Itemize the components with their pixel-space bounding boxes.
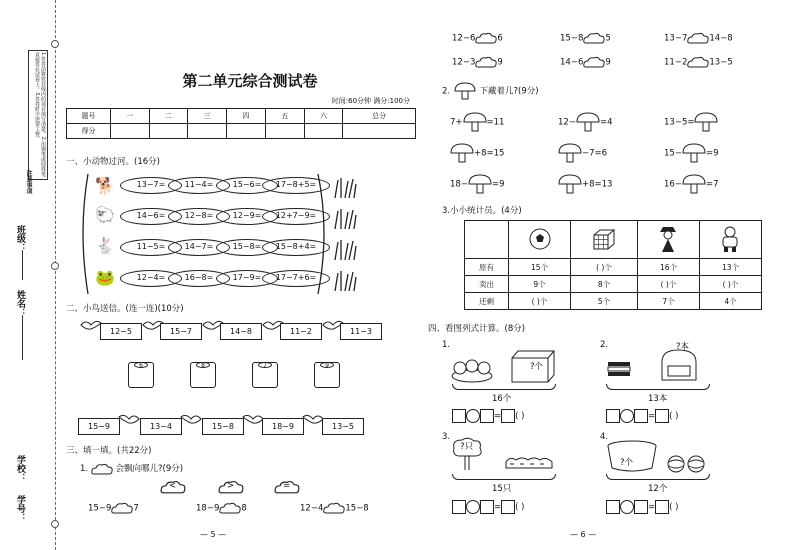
- answer-box[interactable]: [501, 409, 515, 423]
- table-cell: 15个: [509, 259, 571, 276]
- cloud-answer-icon[interactable]: [687, 32, 709, 44]
- envelope[interactable]: 11−3: [340, 323, 382, 340]
- binding-hole: [51, 520, 59, 528]
- sub1-prefix: 1.: [80, 464, 89, 474]
- mushroom-icon: [453, 82, 477, 100]
- table-cell: 16个: [637, 259, 699, 276]
- compare-item: 11−2 13−5: [664, 57, 733, 68]
- table-cell: 7个: [637, 293, 699, 310]
- section3-heading: 三、填一填。(共22分): [66, 446, 152, 456]
- answer-equation: = ( ): [606, 500, 678, 514]
- compare-item: 12−6 6: [452, 33, 503, 44]
- answer-box[interactable]: [606, 409, 620, 423]
- envelope[interactable]: 12−5: [100, 323, 142, 340]
- total-brace: [452, 474, 556, 480]
- grass-icon: [332, 176, 358, 198]
- cube-stack-icon: [591, 227, 617, 251]
- mushroom-icon[interactable]: [463, 112, 487, 132]
- score-cell[interactable]: [265, 124, 304, 139]
- cloud-with-symbol: [218, 480, 244, 494]
- page-number-left: — 5 —: [200, 530, 227, 539]
- envelope[interactable]: 11−2: [280, 323, 322, 340]
- problem-tag: ?个: [530, 362, 544, 372]
- mailbox[interactable]: [252, 362, 278, 388]
- compare-item: 15−9 7: [88, 503, 139, 514]
- row-label: 还剩: [465, 293, 509, 310]
- bird-icon: [302, 412, 324, 426]
- compare-item: 15−8 5: [560, 33, 611, 44]
- stone-equation[interactable]: 14−7=: [168, 239, 230, 256]
- score-cell[interactable]: [149, 124, 188, 139]
- mailbox-number: 6: [134, 362, 148, 368]
- answer-box[interactable]: [655, 500, 669, 514]
- class-field-line[interactable]: [22, 250, 23, 280]
- stone-equation[interactable]: 11−5=: [120, 239, 182, 256]
- answer-box[interactable]: [452, 409, 466, 423]
- grass-icon: [332, 238, 358, 260]
- compare-item: 14−6 9: [560, 57, 611, 68]
- binding-hole: [51, 262, 59, 270]
- sub1-heading: [80, 462, 183, 475]
- problem-total: 13本: [648, 394, 668, 404]
- answer-equation: = ( ): [452, 409, 524, 423]
- cloud-answer-icon[interactable]: [687, 56, 709, 68]
- mushroom-icon[interactable]: [468, 174, 492, 194]
- row-label: 原有: [465, 259, 509, 276]
- table-icon-cell: [509, 221, 571, 259]
- stone-equation[interactable]: 17−7+6=: [262, 270, 330, 287]
- mailbox[interactable]: [314, 362, 340, 388]
- operator-circle[interactable]: [620, 500, 634, 514]
- section1-heading: 一、小动物过河。(16分): [66, 157, 160, 167]
- mailbox-number: 8: [196, 362, 210, 368]
- stone-equation[interactable]: 17−8+5=: [262, 177, 330, 194]
- problem-tag: ?只: [460, 442, 474, 452]
- stats-table: [464, 220, 762, 310]
- name-field-line[interactable]: [22, 315, 23, 360]
- score-cell[interactable]: [304, 124, 343, 139]
- bird-icon: [180, 412, 202, 426]
- problem-total: 12个: [648, 484, 668, 494]
- operator-circle[interactable]: [466, 409, 480, 423]
- compare-item: 18−9 8: [196, 503, 247, 514]
- bird-icon: [242, 412, 264, 426]
- grass-icon: [332, 269, 358, 291]
- stone-equation[interactable]: 12−9=: [216, 208, 278, 225]
- answer-box[interactable]: [606, 500, 620, 514]
- compare-item: 12−3 9: [452, 57, 503, 68]
- problem-total: 15只: [492, 484, 512, 494]
- binding-strip: [0, 0, 60, 550]
- stone-equation[interactable]: 12+7−9=: [262, 208, 330, 225]
- mailbox[interactable]: [128, 362, 154, 388]
- envelope[interactable]: 15−9: [78, 418, 120, 435]
- cloud-answer-icon[interactable]: [219, 502, 241, 514]
- table-icon-cell: [699, 221, 761, 259]
- sub3-heading: 3.小小统计员。(4分): [442, 206, 522, 216]
- mushroom-icon[interactable]: [450, 143, 474, 163]
- problem-tag: ?本: [676, 342, 690, 352]
- cloud-answer-icon[interactable]: [323, 502, 345, 514]
- mushroom-icon[interactable]: [558, 174, 582, 194]
- problem-number: 3.: [442, 432, 451, 442]
- envelope[interactable]: 13−5: [322, 418, 364, 435]
- answer-box[interactable]: [480, 500, 494, 514]
- stone-equation[interactable]: 15−6=: [216, 177, 278, 194]
- cloud-answer-icon[interactable]: [583, 56, 605, 68]
- binding-hole: [51, 40, 59, 48]
- compare-item: 12−4 15−8: [300, 503, 369, 514]
- books-and-bag-picture: [604, 346, 714, 384]
- mailbox-number: 9: [320, 362, 334, 368]
- stone-equation[interactable]: 15−8=: [216, 239, 278, 256]
- stone-equation[interactable]: 13−7=: [120, 177, 182, 194]
- table-cell: 13个: [699, 259, 761, 276]
- answer-box[interactable]: [634, 500, 648, 514]
- score-col: 三: [188, 109, 227, 124]
- answer-box[interactable]: [452, 500, 466, 514]
- robot-icon: [718, 225, 742, 253]
- dog-icon: 🐕: [95, 176, 115, 195]
- section2-heading: 二、小鸟送信。(连一连)(10分): [66, 304, 184, 314]
- mushroom-equation: 15− =9: [664, 143, 718, 163]
- table-cell[interactable]: ( )个: [699, 276, 761, 293]
- table-cell[interactable]: ( )个: [509, 293, 571, 310]
- cloud-answer-icon[interactable]: [475, 32, 497, 44]
- envelope[interactable]: 13−4: [140, 418, 182, 435]
- answer-box[interactable]: [655, 409, 669, 423]
- problem-tag: ?个: [620, 458, 634, 468]
- stone-equation[interactable]: 12−8=: [168, 208, 230, 225]
- stone-equation[interactable]: 11−4=: [168, 177, 230, 194]
- fruit-basket-picture: [450, 348, 560, 384]
- doll-icon: [656, 225, 680, 253]
- envelope[interactable]: 15−7: [160, 323, 202, 340]
- total-brace: [606, 384, 710, 390]
- sub2-heading: 2. 下藏着几?(9分): [442, 82, 539, 100]
- cloud-answer-icon[interactable]: [583, 32, 605, 44]
- score-cell[interactable]: [343, 124, 416, 139]
- frog-icon: 🐸: [95, 268, 115, 287]
- envelope[interactable]: 18−9: [262, 418, 304, 435]
- answer-equation: = ( ): [606, 409, 678, 423]
- operator-circle[interactable]: [466, 500, 480, 514]
- table-cell: 4个: [699, 293, 761, 310]
- score-cell[interactable]: [111, 124, 150, 139]
- mailbox-number: 7: [258, 362, 272, 368]
- score-col: 总分: [343, 109, 416, 124]
- total-brace: [452, 384, 556, 390]
- cloud-with-symbol: [274, 480, 300, 494]
- binding-dashed-line: [55, 0, 56, 550]
- cloud-answer-icon[interactable]: [475, 56, 497, 68]
- answer-box[interactable]: [480, 409, 494, 423]
- stone-equation[interactable]: 17−9=: [216, 270, 278, 287]
- section4-heading: 四、看图列式计算。(8分): [428, 324, 526, 334]
- problem-number: 4.: [600, 432, 609, 442]
- mushroom-equation: +8=13: [558, 174, 612, 194]
- cloud-symbol: >: [227, 481, 235, 491]
- answer-box[interactable]: [501, 500, 515, 514]
- bird-icon: [118, 412, 140, 426]
- envelope[interactable]: 14−8: [220, 323, 262, 340]
- notes-title: 注意事项: [25, 170, 32, 194]
- envelope[interactable]: 15−8: [202, 418, 244, 435]
- stone-equation[interactable]: 14−6=: [120, 208, 182, 225]
- score-table: [66, 108, 416, 139]
- compare-item: 13−7 14−8: [664, 33, 733, 44]
- mushroom-equation: 13−5=: [664, 112, 718, 132]
- mailbox[interactable]: [190, 362, 216, 388]
- score-col: 二: [149, 109, 188, 124]
- score-cell[interactable]: [188, 124, 227, 139]
- operator-circle[interactable]: [620, 409, 634, 423]
- stone-equation[interactable]: 16−8=: [168, 270, 230, 287]
- problem-total: 16个: [492, 394, 512, 404]
- stone-equation[interactable]: 12−4=: [120, 270, 182, 287]
- student-no-label: 学号：: [15, 495, 25, 522]
- mushroom-icon[interactable]: [682, 174, 706, 194]
- grass-icon: [332, 207, 358, 229]
- cloud-icon: [91, 463, 113, 475]
- school-label: 学校：: [15, 455, 25, 482]
- table-cell: 5个: [571, 293, 638, 310]
- total-brace: [606, 474, 710, 480]
- mushroom-icon[interactable]: [558, 143, 582, 163]
- page-number-right: — 6 —: [570, 530, 597, 539]
- bird-icon: [80, 318, 102, 332]
- class-label: 班级：: [15, 225, 25, 252]
- football-icon: [528, 227, 552, 251]
- notes-box: 1.答卷前将密封线内的项目填写清楚。2.用钢笔或圆珠笔直接答在试卷上。3.答卷时字迹要工整。: [28, 50, 48, 180]
- table-cell: 9个: [509, 276, 571, 293]
- rabbit-icon: 🐇: [95, 236, 115, 255]
- score-col: 一: [111, 109, 150, 124]
- cloud-symbol: <: [169, 481, 177, 491]
- mushroom-equation: 16− =7: [664, 174, 718, 194]
- answer-box[interactable]: [634, 409, 648, 423]
- table-cell[interactable]: ( )个: [637, 276, 699, 293]
- table-icon-cell: [637, 221, 699, 259]
- table-cell[interactable]: ( )个: [571, 259, 638, 276]
- score-col: 四: [227, 109, 266, 124]
- score-col: 六: [304, 109, 343, 124]
- row-label: 卖出: [465, 276, 509, 293]
- mushroom-icon[interactable]: [694, 112, 718, 132]
- cloud-answer-icon[interactable]: [111, 502, 133, 514]
- answer-equation: = ( ): [452, 500, 524, 514]
- table-icon-cell: [571, 221, 638, 259]
- mushroom-equation: +8=15: [450, 143, 504, 163]
- table-corner: [465, 221, 509, 259]
- score-col: 五: [265, 109, 304, 124]
- mushroom-equation: −7=6: [558, 143, 607, 163]
- sub1-text: 会飘向哪儿?(9分): [115, 464, 184, 474]
- time-info: 时间:60分钟 满分:100分: [331, 97, 410, 105]
- sheep-icon: 🐑: [95, 205, 115, 224]
- mushroom-equation: 18− =9: [450, 174, 504, 194]
- cloud-symbol: =: [283, 481, 291, 491]
- table-cell: 8个: [571, 276, 638, 293]
- score-cell[interactable]: [227, 124, 266, 139]
- name-label: 姓名：: [15, 290, 25, 317]
- problem-number: 2.: [600, 340, 609, 350]
- cloud-with-symbol: [160, 480, 186, 494]
- mushroom-equation: 12− =4: [558, 112, 612, 132]
- problem-number: 1.: [442, 340, 451, 350]
- score-row-label: 得分: [67, 124, 111, 139]
- stone-equation[interactable]: 15−8+4=: [262, 239, 330, 256]
- score-row-label: 题号: [67, 109, 111, 124]
- mushroom-icon[interactable]: [576, 112, 600, 132]
- mushroom-equation: 7+ =11: [450, 112, 504, 132]
- mushroom-icon[interactable]: [682, 143, 706, 163]
- page-title: 第二单元综合测试卷: [182, 72, 318, 90]
